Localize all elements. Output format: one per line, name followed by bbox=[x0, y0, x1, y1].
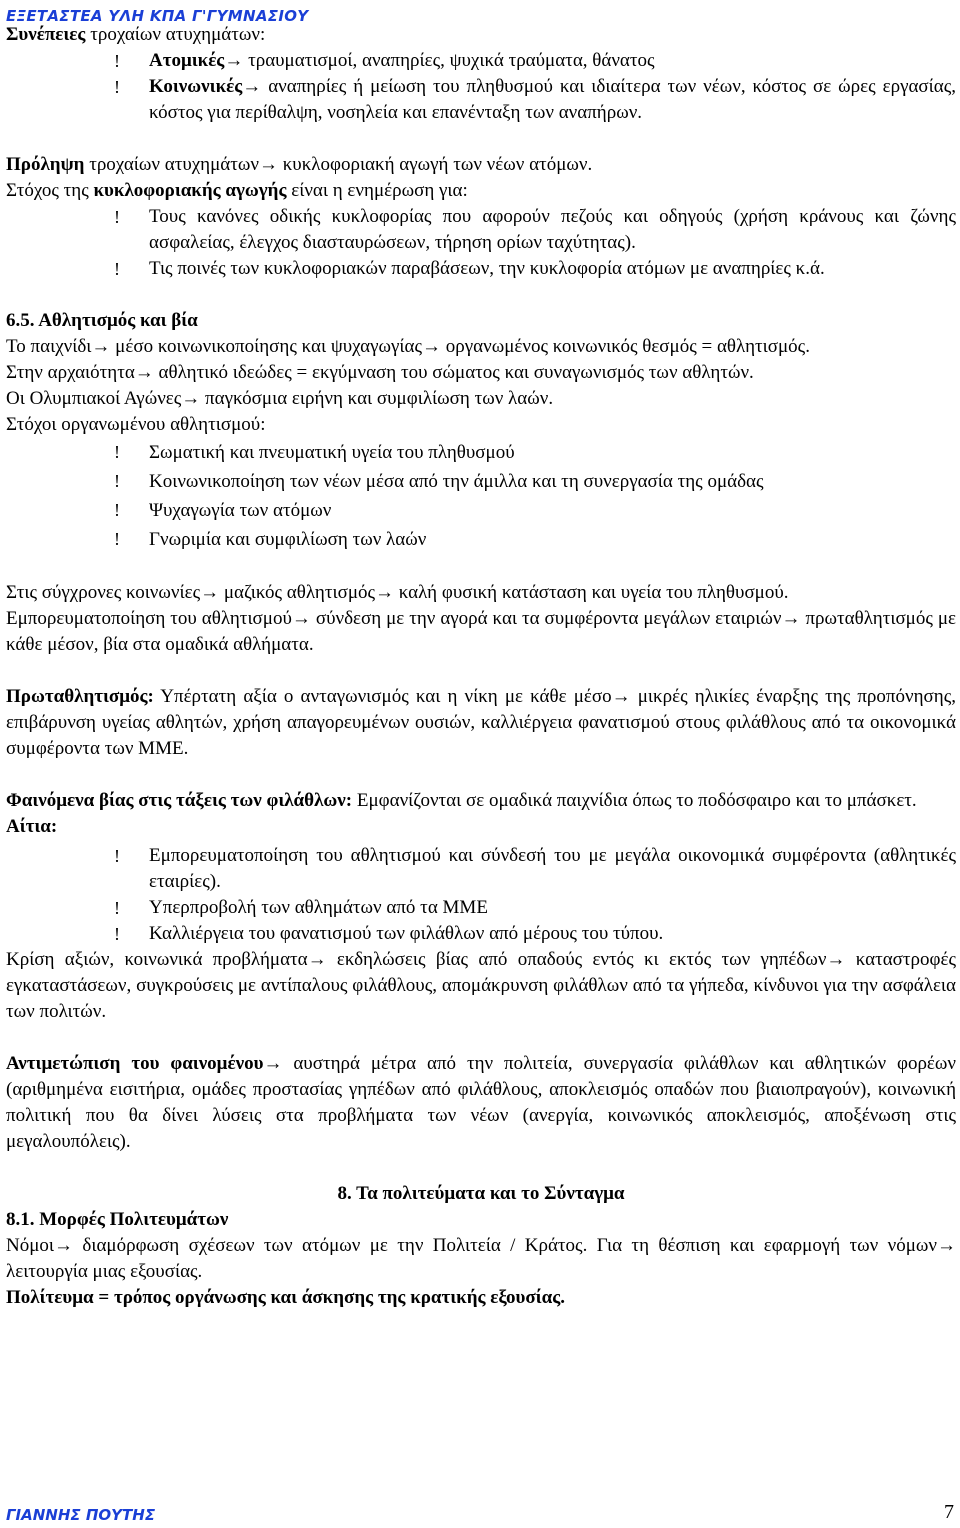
list-item-text: Καλλιέργεια του φανατισμού των φιλάθλων από μέρους του τύπου. bbox=[149, 923, 664, 944]
page-content bbox=[6, 22, 956, 1311]
list-item-text: Υπερπροβολή των αθλημάτων από τα ΜΜΕ bbox=[149, 897, 488, 918]
list-item-text: Γνωριμία και συμφιλίωση των λαών bbox=[149, 529, 427, 550]
list-item bbox=[6, 895, 956, 921]
spacer bbox=[6, 658, 956, 684]
bullet-icon: ! bbox=[114, 442, 120, 462]
goal-text-a: Στόχος της bbox=[6, 180, 94, 201]
goal-paragraph bbox=[6, 178, 956, 204]
paragraph: Στην αρχαιότητα→ αθλητικό ιδεώδες = εκγύμναση του σώματος και συναγωνισμός των αθλητών. bbox=[6, 362, 754, 383]
bullet-icon: ! bbox=[114, 924, 120, 944]
list-item-text: Κοινωνικοποίηση των νέων μέσα από την άμιλλα και τη συνεργασία της ομάδας bbox=[149, 471, 764, 492]
list-item bbox=[6, 467, 956, 496]
definition-paragraph: Πολίτευμα = τρόπος οργάνωσης και άσκησης της κρατικής εξουσίας. bbox=[6, 1287, 565, 1308]
spacer bbox=[6, 1025, 956, 1051]
bullet-icon: ! bbox=[114, 471, 120, 491]
bullet-icon: ! bbox=[114, 898, 120, 918]
list-item-text: Εμπορευματοποίηση του αθλητισμού και σύνδεσή του με μεγάλα οικονομικά συμφέροντα (αθλητικές εταιρίες). bbox=[149, 845, 956, 892]
championship-text: Υπέρτατη αξία ο ανταγωνισμός και η νίκη με κάθε μέσο→ μικρές ηλικίες έναρξης της προπόνησης, επιβάρυνση υγείας αθλητών, χρήση απαγορευμένων ουσιών, καλλιέργεια φανατισμού στους φιλάθλους από τα οικονομικά συμφέροντα των ΜΜΕ. bbox=[6, 686, 956, 759]
bullet-icon: ! bbox=[114, 77, 120, 97]
spacer bbox=[6, 282, 956, 308]
bullet-icon: ! bbox=[114, 259, 120, 279]
consequences-title-rest: τροχαίων ατυχημάτων: bbox=[85, 24, 266, 45]
list-item-text: Τους κανόνες οδικής κυκλοφορίας που αφορούν πεζούς και οδηγούς (χρήση κράνους και ζώνης ασφαλείας, έλεγχος διασταυρώσεων, τήρηση ορίων ταχύτητας). bbox=[149, 206, 956, 253]
paragraph: Οι Ολυμπιακοί Αγώνες→ παγκόσμια ειρήνη και συμφιλίωση των λαών. bbox=[6, 388, 554, 409]
response-text: → αυστηρά μέτρα από την πολιτεία, συνεργασία φιλάθλων και αθλητικών φορέων (αριθμημένα εισιτήρια, ομάδες προστασίας γηπέδων από φιλάθλους, αποκλεισμός οπαδών που βιαιοπραγούν), κοινωνική πολιτική που θα δίνει λύσεις στα προβλήματα των νέων (ανεργία, κοινωνικός αποκλεισμός, αποξένωση στις μεγαλουπόλεις). bbox=[6, 1053, 956, 1152]
spacer bbox=[6, 126, 956, 152]
spacer bbox=[6, 554, 956, 580]
list-item-text: Τις ποινές των κυκλοφοριακών παραβάσεων, την κυκλοφορία ατόμων με αναπηρίες κ.ά. bbox=[149, 258, 825, 279]
list-item bbox=[6, 496, 956, 525]
prevention-paragraph bbox=[6, 152, 956, 178]
goal-bold: κυκλοφοριακής αγωγής bbox=[93, 180, 287, 201]
list-item bbox=[6, 204, 956, 256]
list-item-text: τραυματισμοί, αναπηρίες, ψυχικά τραύματα, θάνατος bbox=[243, 50, 655, 71]
response-bold: Αντιμετώπιση του φαινομένου bbox=[6, 1053, 264, 1074]
list-item-text: Ψυχαγωγία των ατόμων bbox=[149, 500, 332, 521]
paragraph: Στόχοι οργανωμένου αθλητισμού: bbox=[6, 414, 266, 435]
prevention-bold: Πρόληψη bbox=[6, 154, 85, 175]
paragraph: Κρίση αξιών, κοινωνικά προβλήματα→ εκδηλώσεις βίας από οπαδούς εντός κι εκτός των γηπέδων→ καταστροφές εγκαταστάσεων, συγκρούσεις με αντίπαλους φιλάθλους, απομάκρυνση φιλάθλων από τα γήπεδα, κίνδυνοι για την ασφάλεια των πολιτών. bbox=[6, 949, 956, 1022]
list-item bbox=[6, 256, 956, 282]
list-item bbox=[6, 74, 956, 126]
list-item bbox=[6, 843, 956, 895]
paragraph: Στις σύγχρονες κοινωνίες→ μαζικός αθλητισμός→ καλή φυσική κατάσταση και υγεία του πληθυσμού. bbox=[6, 582, 789, 603]
paragraph: Το παιχνίδι→ μέσο κοινωνικοποίησης και ψυχαγωγίας→ οργανωμένος κοινωνικός θεσμός = αθλητισμός. bbox=[6, 336, 810, 357]
violence-paragraph bbox=[6, 788, 956, 814]
championship-bold: Πρωταθλητισμός: bbox=[6, 686, 154, 707]
causes-heading: Αίτια: bbox=[6, 816, 58, 837]
spacer bbox=[6, 1155, 956, 1181]
sports-goals-list bbox=[6, 438, 956, 554]
violence-bold: Φαινόμενα βίας στις τάξεις των φιλάθλων: bbox=[6, 790, 353, 811]
bullet-icon: ! bbox=[114, 500, 120, 520]
violence-text: Εμφανίζονται σε ομαδικά παιχνίδια όπως το ποδόσφαιρο και το μπάσκετ. bbox=[352, 790, 917, 811]
championship-paragraph bbox=[6, 684, 956, 762]
education-list bbox=[6, 204, 956, 282]
bullet-icon: ! bbox=[114, 846, 120, 866]
goal-text-b: είναι η ενημέρωση για: bbox=[286, 180, 468, 201]
list-item-bold: Κοινωνικές→ bbox=[149, 76, 262, 97]
list-item bbox=[6, 48, 956, 74]
bullet-icon: ! bbox=[114, 529, 120, 549]
prevention-text: τροχαίων ατυχημάτων→ κυκλοφοριακή αγωγή των νέων ατόμων. bbox=[84, 154, 593, 175]
subsection-heading: 8.1. Μορφές Πολιτευμάτων bbox=[6, 1209, 229, 1230]
paragraph: Νόμοι→ διαμόρφωση σχέσεων των ατόμων με την Πολιτεία / Κράτος. Για τη θέσπιση και εφαρμογή των νόμων→ λειτουργία μιας εξουσίας. bbox=[6, 1235, 956, 1282]
paragraph: Εμπορευματοποίηση του αθλητισμού→ σύνδεση με την αγορά και τα συμφέροντα μεγάλων εταιριών→ πρωταθλητισμός με κάθε μέσον, βία στα ομαδικά αθλήματα. bbox=[6, 608, 956, 655]
consequences-list bbox=[6, 48, 956, 126]
list-item bbox=[6, 438, 956, 467]
page-number: 7 bbox=[944, 1501, 954, 1523]
list-item-text: αναπηρίες ή μείωση του πληθυσμού και ιδιαίτερα των νέων, κόστος σε ώρες εργασίας, κόστος για περίθαλψη, νοσηλεία και επανένταξη των αναπήρων. bbox=[149, 76, 956, 123]
spacer bbox=[6, 762, 956, 788]
causes-list bbox=[6, 843, 956, 947]
page-header: ΕΞΕΤΑΣΤΕΑ ΥΛΗ ΚΠΑ Γ'ΓΥΜΝΑΣΙΟΥ bbox=[6, 7, 309, 25]
section-heading: 6.5. Αθλητισμός και βία bbox=[6, 310, 198, 331]
footer-author: ΓΙΑΝΝΗΣ ΠΟΥΤΗΣ bbox=[6, 1506, 156, 1524]
consequences-title-bold: Συνέπειες bbox=[6, 24, 86, 45]
chapter-heading: 8. Τα πολιτεύματα και το Σύνταγμα bbox=[337, 1183, 625, 1204]
list-item-bold: Ατομικές→ bbox=[149, 50, 244, 71]
list-item bbox=[6, 921, 956, 947]
bullet-icon: ! bbox=[114, 51, 120, 71]
response-paragraph bbox=[6, 1051, 956, 1155]
consequences-title bbox=[6, 22, 956, 48]
list-item-text: Σωματική και πνευματική υγεία του πληθυσμού bbox=[149, 442, 515, 463]
list-item bbox=[6, 525, 956, 554]
bullet-icon: ! bbox=[114, 207, 120, 227]
